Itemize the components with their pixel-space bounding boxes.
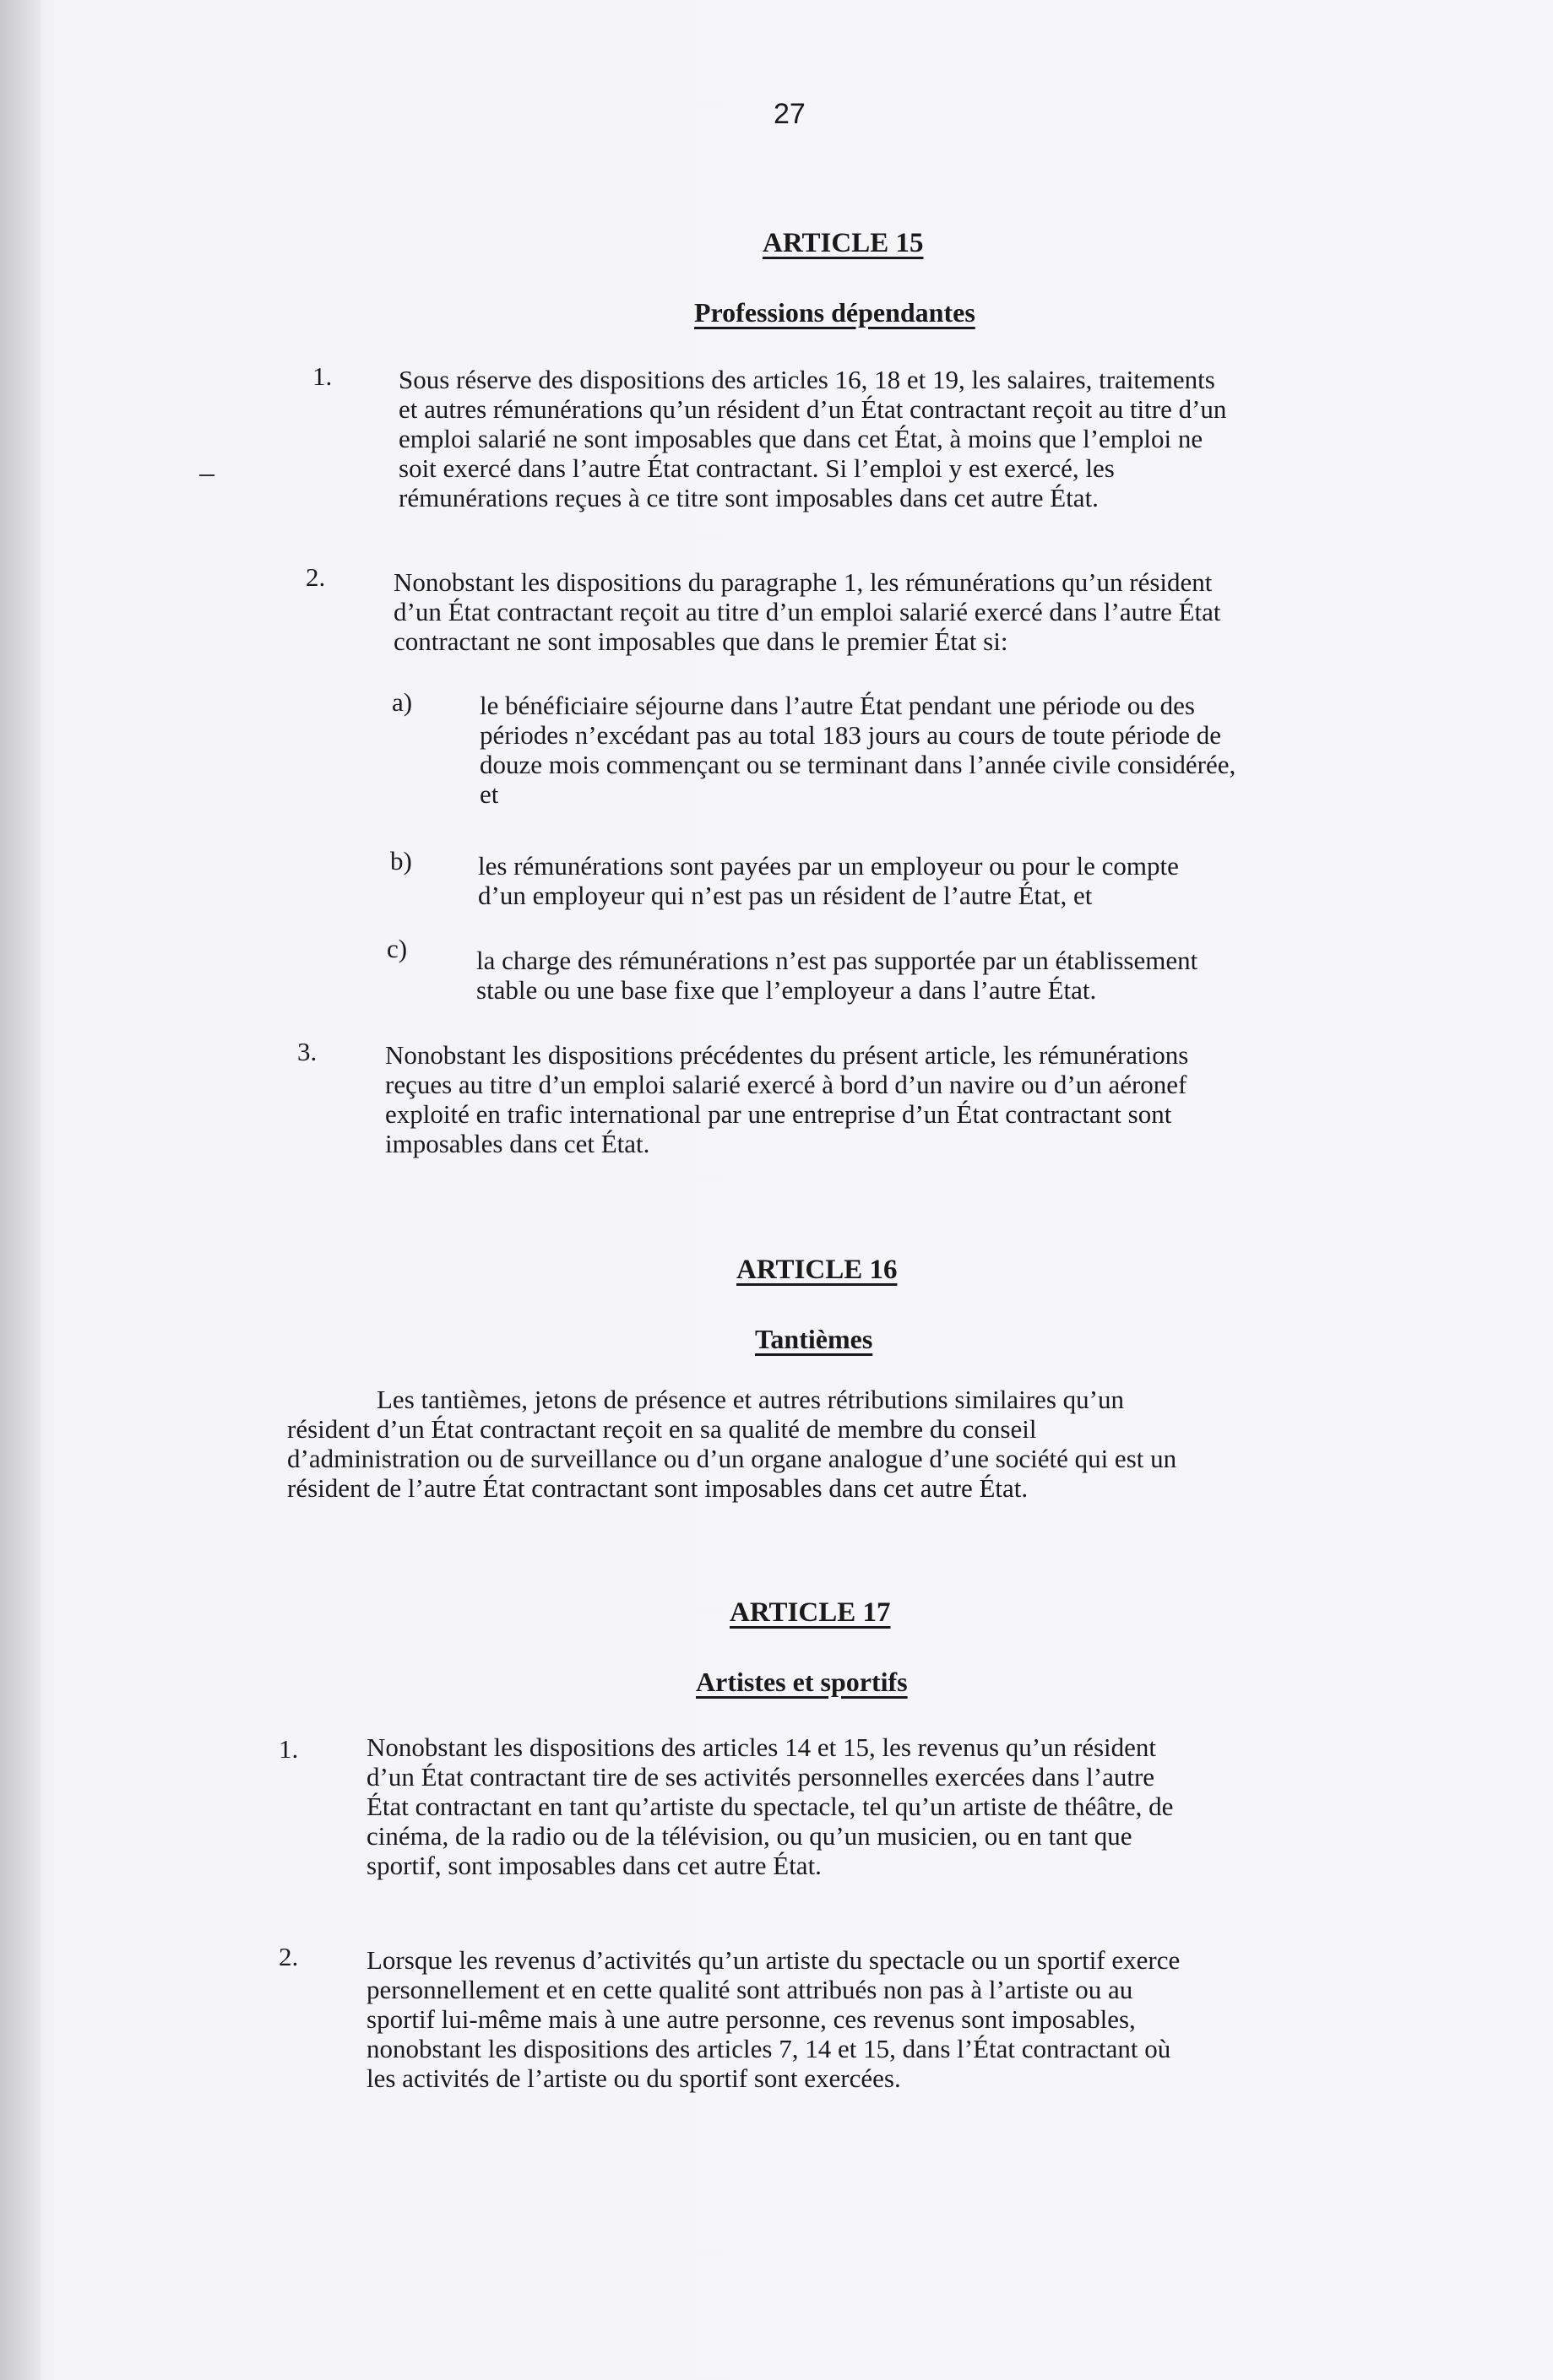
item-c-label: c) xyxy=(387,934,408,963)
text-line: stable ou une base fixe que l’employeur a dans l’autre État. xyxy=(476,975,1097,1005)
text-line: Lorsque les revenus d’activités qu’un artiste du spectacle ou un sportif exerce xyxy=(367,1945,1181,1975)
article-16-title: ARTICLE 16 xyxy=(736,1255,898,1285)
text-line: emploi salarié ne sont imposables que dans cet État, à moins que l’emploi ne xyxy=(399,424,1203,453)
text-line: exploité en trafic international par une entreprise d’un État contractant sont xyxy=(385,1099,1172,1129)
page-edge-shadow xyxy=(0,0,41,2380)
text-line: douze mois commençant ou se terminant dans l’année civile considérée, xyxy=(480,750,1236,779)
text-line: et autres rémunérations qu’un résident d’un État contractant reçoit au titre d’un xyxy=(399,394,1227,424)
article-15-item-c xyxy=(476,946,1197,1005)
text-line: soit exercé dans l’autre État contractant. Si l’emploi y est exercé, les xyxy=(399,453,1115,483)
article-17-subtitle: Artistes et sportifs xyxy=(696,1667,908,1697)
text-line: reçues au titre d’un emploi salarié exercé à bord d’un navire ou d’un aéronef xyxy=(385,1070,1187,1099)
text-line: contractant ne sont imposables que dans le premier État si: xyxy=(394,626,1008,656)
article-15-para-2 xyxy=(394,567,1221,656)
text-line: la charge des rémunérations n’est pas supportée par un établissement xyxy=(476,946,1198,975)
page-number: 27 xyxy=(774,98,806,130)
article-17-para-2-number: 2. xyxy=(279,1942,299,1971)
text-line: et xyxy=(480,779,499,809)
text-line: sportif lui-même mais à une autre personne, ces revenus sont imposables, xyxy=(367,2004,1136,2034)
article-17-title: ARTICLE 17 xyxy=(730,1597,891,1628)
text-line: résident d’un État contractant reçoit en sa qualité de membre du conseil xyxy=(287,1414,1037,1444)
article-15-para-3 xyxy=(385,1040,1188,1158)
article-17-para-1 xyxy=(367,1732,1173,1880)
article-16-text xyxy=(287,1385,1176,1503)
text-line: rémunérations reçues à ce titre sont imposables dans cet autre État. xyxy=(399,483,1099,512)
text-line: cinéma, de la radio ou de la télévision, ou qu’un musicien, ou en tant que xyxy=(367,1821,1132,1851)
article-17-para-1-number: 1. xyxy=(279,1734,299,1764)
text-line: d’un employeur qui n’est pas un résident de l’autre État, et xyxy=(478,881,1093,910)
text-line: Nonobstant les dispositions du paragraphe 1, les rémunérations qu’un résident xyxy=(394,567,1213,597)
text-line: d’un État contractant tire de ses activités personnelles exercées dans l’autre xyxy=(367,1762,1155,1792)
article-16-subtitle: Tantièmes xyxy=(755,1324,873,1354)
article-15-para-3-number: 3. xyxy=(297,1037,318,1066)
article-15-para-1 xyxy=(399,365,1226,512)
article-15-para-1-number: 1. xyxy=(312,361,333,391)
text-line: les rémunérations sont payées par un employeur ou pour le compte xyxy=(478,851,1179,881)
article-15-subtitle: Professions dépendantes xyxy=(694,297,975,328)
margin-dash xyxy=(199,474,214,476)
text-line: Sous réserve des dispositions des articles 16, 18 et 19, les salaires, traitements xyxy=(399,365,1215,394)
text-line: d’administration ou de surveillance ou d’un organe analogue d’une société qui est un xyxy=(287,1444,1177,1473)
text-line: sportif, sont imposables dans cet autre État. xyxy=(367,1851,822,1880)
text-line: Nonobstant les dispositions précédentes du présent article, les rémunérations xyxy=(385,1040,1189,1070)
text-line: le bénéficiaire séjourne dans l’autre État pendant une période ou des xyxy=(480,691,1195,720)
text-line: imposables dans cet État. xyxy=(385,1129,650,1158)
text-line: Les tantièmes, jetons de présence et autres rétributions similaires qu’un xyxy=(377,1385,1124,1414)
text-line: d’un État contractant reçoit au titre d’un emploi salarié exercé dans l’autre État xyxy=(394,597,1221,626)
text-line: les activités de l’artiste ou du sportif sont exercées. xyxy=(367,2063,901,2093)
text-line: résident de l’autre État contractant sont imposables dans cet autre État. xyxy=(287,1473,1029,1503)
text-line: État contractant en tant qu’artiste du spectacle, tel qu’un artiste de théâtre, de xyxy=(367,1792,1174,1821)
article-15-title: ARTICLE 15 xyxy=(763,228,924,258)
item-a-label: a) xyxy=(392,687,413,717)
text-line: Nonobstant les dispositions des articles 14 et 15, les revenus qu’un résident xyxy=(367,1732,1157,1762)
article-17-para-2 xyxy=(367,1945,1180,2093)
article-15-para-2-number: 2. xyxy=(306,562,326,592)
text-line: périodes n’excédant pas au total 183 jours au cours de toute période de xyxy=(480,720,1222,750)
article-15-item-a xyxy=(480,691,1235,809)
text-line: nonobstant les dispositions des articles 7, 14 et 15, dans l’État contractant où xyxy=(367,2034,1171,2063)
item-b-label: b) xyxy=(390,846,412,876)
article-15-item-b xyxy=(478,851,1179,910)
text-line: personnellement et en cette qualité sont attribués non pas à l’artiste ou au xyxy=(367,1975,1133,2004)
